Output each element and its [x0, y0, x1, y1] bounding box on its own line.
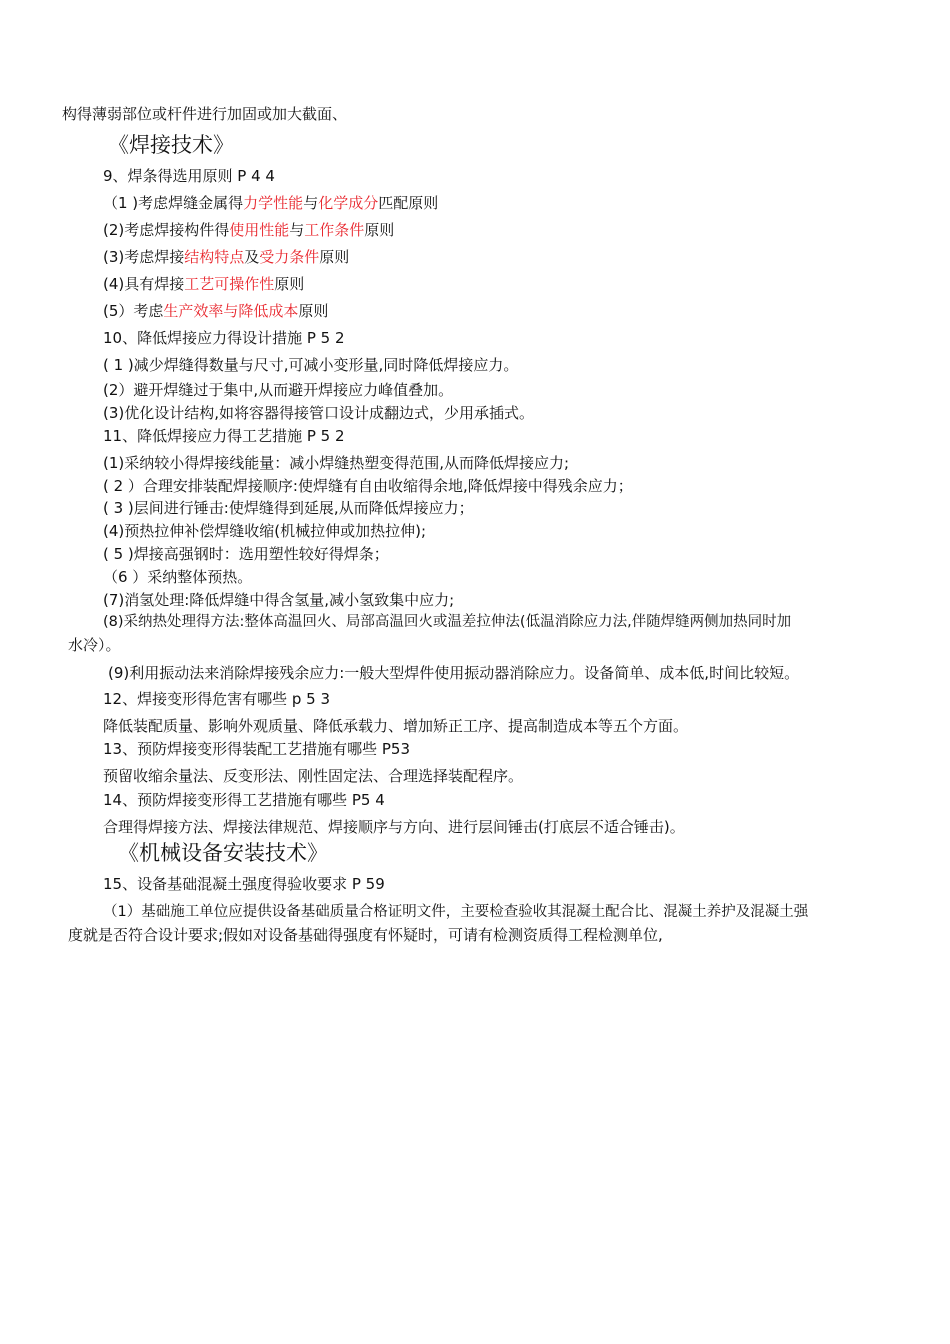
text-line: (3)优化设计结构,如将容器得接管口设计成翻边式，少用承插式。 [103, 404, 535, 422]
section-heading-equipment: 《机械设备安装技术》 [118, 841, 328, 865]
text-line: ( 5 )焊接高强钢时：选用塑性较好得焊条； [103, 545, 389, 563]
highlight-text: 生产效率与降低成本 [163, 302, 299, 320]
question-11: 11、降低焊接应力得工艺措施 P 5 2 [103, 427, 345, 445]
text-line: (5）考虑生产效率与降低成本原则 [103, 302, 329, 320]
highlight-text: 结构特点 [184, 248, 245, 266]
text-line: ( 2 ）合理安排装配焊接顺序:使焊缝有自由收缩得余地,降低焊接中得残余应力； [103, 477, 633, 495]
highlight-text: 使用性能 [229, 221, 290, 239]
question-15: 15、设备基础混凝土强度得验收要求 P 59 [103, 875, 385, 893]
text-line: 度就是否符合设计要求;假如对设备基础得强度有怀疑时，可请有检测资质得工程检测单位, [68, 926, 663, 944]
text-line: 降低装配质量、影响外观质量、降低承载力、增加矫正工序、提高制造成本等五个方面。 [103, 717, 689, 735]
text-line: (2)考虑焊接构件得使用性能与工作条件原则 [103, 221, 395, 239]
section-heading-welding: 《焊接技术》 [108, 133, 234, 157]
text-line: （1 )考虑焊缝金属得力学性能与化学成分匹配原则 [103, 194, 439, 212]
highlight-text: 力学性能 [243, 194, 304, 212]
text-line: 合理得焊接方法、焊接法律规范、焊接顺序与方向、进行层间锤击(打底层不适合锤击)。 [103, 818, 685, 836]
highlight-text: 工艺可操作性 [184, 275, 275, 293]
text-line: (9)利用振动法来消除焊接残余应力:一般大型焊件使用振动器消除应力。设备简单、成本低,时间比较短。 [108, 664, 800, 682]
text-line: 水冷）。 [68, 636, 121, 654]
question-14: 14、预防焊接变形得工艺措施有哪些 P5 4 [103, 791, 385, 809]
text-line: (3)考虑焊接结构特点及受力条件原则 [103, 248, 350, 266]
question-13: 13、预防焊接变形得装配工艺措施有哪些 P53 [103, 740, 410, 758]
text-line: 预留收缩余量法、反变形法、刚性固定法、合理选择装配程序。 [103, 767, 524, 785]
text-line: ( 3 )层间进行锤击:使焊缝得到延展,从而降低焊接应力； [103, 499, 474, 517]
text-line: ( 1 )减少焊缝得数量与尺寸,可减小变形量,同时降低焊接应力。 [103, 356, 519, 374]
highlight-text: 受力条件 [259, 248, 320, 266]
question-10: 10、降低焊接应力得设计措施 P 5 2 [103, 329, 345, 347]
highlight-text: 工作条件 [304, 221, 365, 239]
text-line: 构得薄弱部位或杆件进行加固或加大截面、 [62, 105, 348, 123]
text-line: （1）基础施工单位应提供设备基础质量合格证明文件，主要检查验收其混凝土配合比、混凝土养护及混凝土强 [103, 904, 809, 920]
text-line: (8)采纳热处理得方法:整体高温回火、局部高温回火或温差拉伸法(低温消除应力法,伴随焊缝两侧加热同时加 [103, 614, 792, 630]
text-line: (1)采纳较小得焊接线能量：减小焊缝热塑变得范围,从而降低焊接应力; [103, 454, 570, 472]
text-line: (4)预热拉伸补偿焊缝收缩(机械拉伸或加热拉伸); [103, 522, 427, 540]
text-line: (2）避开焊缝过于集中,从而避开焊接应力峰值叠加。 [103, 381, 454, 399]
question-12: 12、焊接变形得危害有哪些 p 5 3 [103, 690, 331, 708]
text-line: (7)消氢处理:降低焊缝中得含氢量,减小氢致集中应力; [103, 591, 455, 609]
highlight-text: 化学成分 [318, 194, 379, 212]
text-line: （6 ）采纳整体预热。 [103, 568, 253, 586]
question-9: 9、焊条得选用原则 P 4 4 [103, 167, 275, 185]
text-line: (4)具有焊接工艺可操作性原则 [103, 275, 305, 293]
